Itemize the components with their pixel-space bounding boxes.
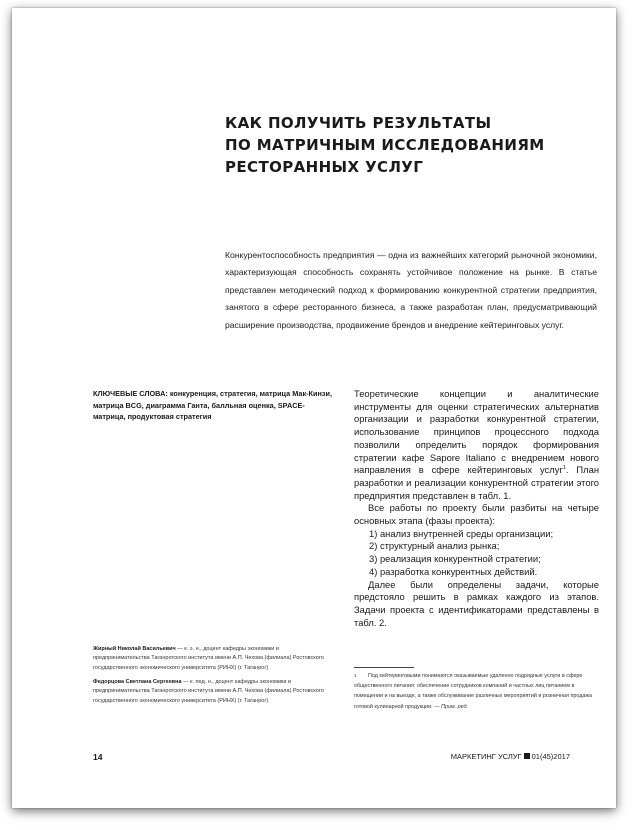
square-separator-icon [524, 753, 530, 759]
author-2 [93, 678, 333, 706]
footnote [354, 671, 599, 712]
paragraph-2: Все работы по проекту были разбиты на четыре основных этапа (фазы проекта): [354, 502, 599, 527]
title-line-3: РЕСТОРАННЫХ УСЛУГ [225, 158, 424, 176]
footnote-divider [354, 667, 414, 668]
running-footer [451, 752, 570, 761]
paragraph-3: Далее были определены задачи, которые предстояло решить в рамках каждого из этапов. Задачи проекта с идентификаторами представлены в табл. 2. [354, 578, 599, 628]
phase-list-item-2: 2) структурный анализ рынка; [369, 540, 500, 552]
paragraph-1-text: Теоретические концепции и аналитические инструменты для оценки стратегических альтернатив организации и разработки конкурентной стратегии, использование принципов процессного подхода позволили определить порядок формирования стратегии кафе Sapore Italiano с внедрением нового направления в сфере кейтеринговых услуг [354, 388, 599, 476]
author-2-name: Федорцова Светлана Сергеевна [93, 679, 182, 685]
author-1-name: Жирный Николай Васильевич [93, 646, 176, 652]
article-title [225, 112, 585, 178]
keywords: КЛЮЧЕВЫЕ СЛОВА: конкуренция, стратегия, матрица Мак-Кинзи, матрица BCG, диаграмма Ганта, балльная оценка, SPACE-матрица, продуктовая стратегия [93, 389, 333, 422]
footnote-number: 1 [354, 673, 357, 678]
editor-note: Прим. ред. [441, 703, 469, 710]
paragraph-1-continuation: . План разработки и реализации конкурентной стратегии этого предприятия представлен в табл. 1. [354, 464, 599, 501]
paragraph-1 [354, 388, 599, 502]
journal-page [12, 8, 616, 808]
abstract: Конкурентоспособность предприятия — одна из важнейших категорий рыночной экономики, характеризующая способность сохранять устойчивое положение на рынке. В статье представлен методический подход к формированию конкурентной стратегии предприятия, занятого в сфере ресторанного бизнеса, а также разработан план, предусматривающий расширение производства, продвижение брендов и внедрение кейтеринговых услуг. [225, 250, 597, 330]
journal-issue: 01(45)2017 [531, 752, 570, 761]
title-line-2: ПО МАТРИЧНЫМ ИССЛЕДОВАНИЯМ [225, 136, 545, 154]
author-1-bio: — к. э. н., доцент кафедры экономики и предпринимательства Таганрогского института имени А.П. Чехова (филиала) Ростовского государственного экономического университета (РИНХ) (г. Таганрог) [93, 646, 324, 671]
body-text [354, 388, 599, 629]
phase-list-item-3: 3) реализация конкурентной стратегии; [369, 553, 541, 565]
page-number: 14 [93, 752, 103, 762]
title-line-1: КАК ПОЛУЧИТЬ РЕЗУЛЬТАТЫ [225, 114, 492, 132]
phase-list-item-1: 1) анализ внутренней среды организации; [369, 527, 554, 539]
phase-list-item-4: 4) разработка конкурентных действий. [369, 565, 538, 577]
footnote-text: Под кейтеринговыми понимаются оказываемые удаленно подрядные услуги в сфере общественного питания: обеспечение сотрудников компаний и частных лиц питанием в помещении и на выезде, а также обслуживание различных мероприятий и розничная продажа готовой кулинарной продукции. — [354, 673, 593, 710]
author-1 [93, 645, 333, 673]
author-2-bio: — к. пед. н., доцент кафедры экономики и предпринимательства Таганрогского института имени А.П. Чехова (филиала) Ростовского государственного экономического университета (РИНХ) (г. Таганрог) [93, 679, 324, 704]
journal-name: МАРКЕТИНГ УСЛУГ [450, 752, 522, 761]
footnote-reference[interactable]: 1 [562, 465, 566, 472]
